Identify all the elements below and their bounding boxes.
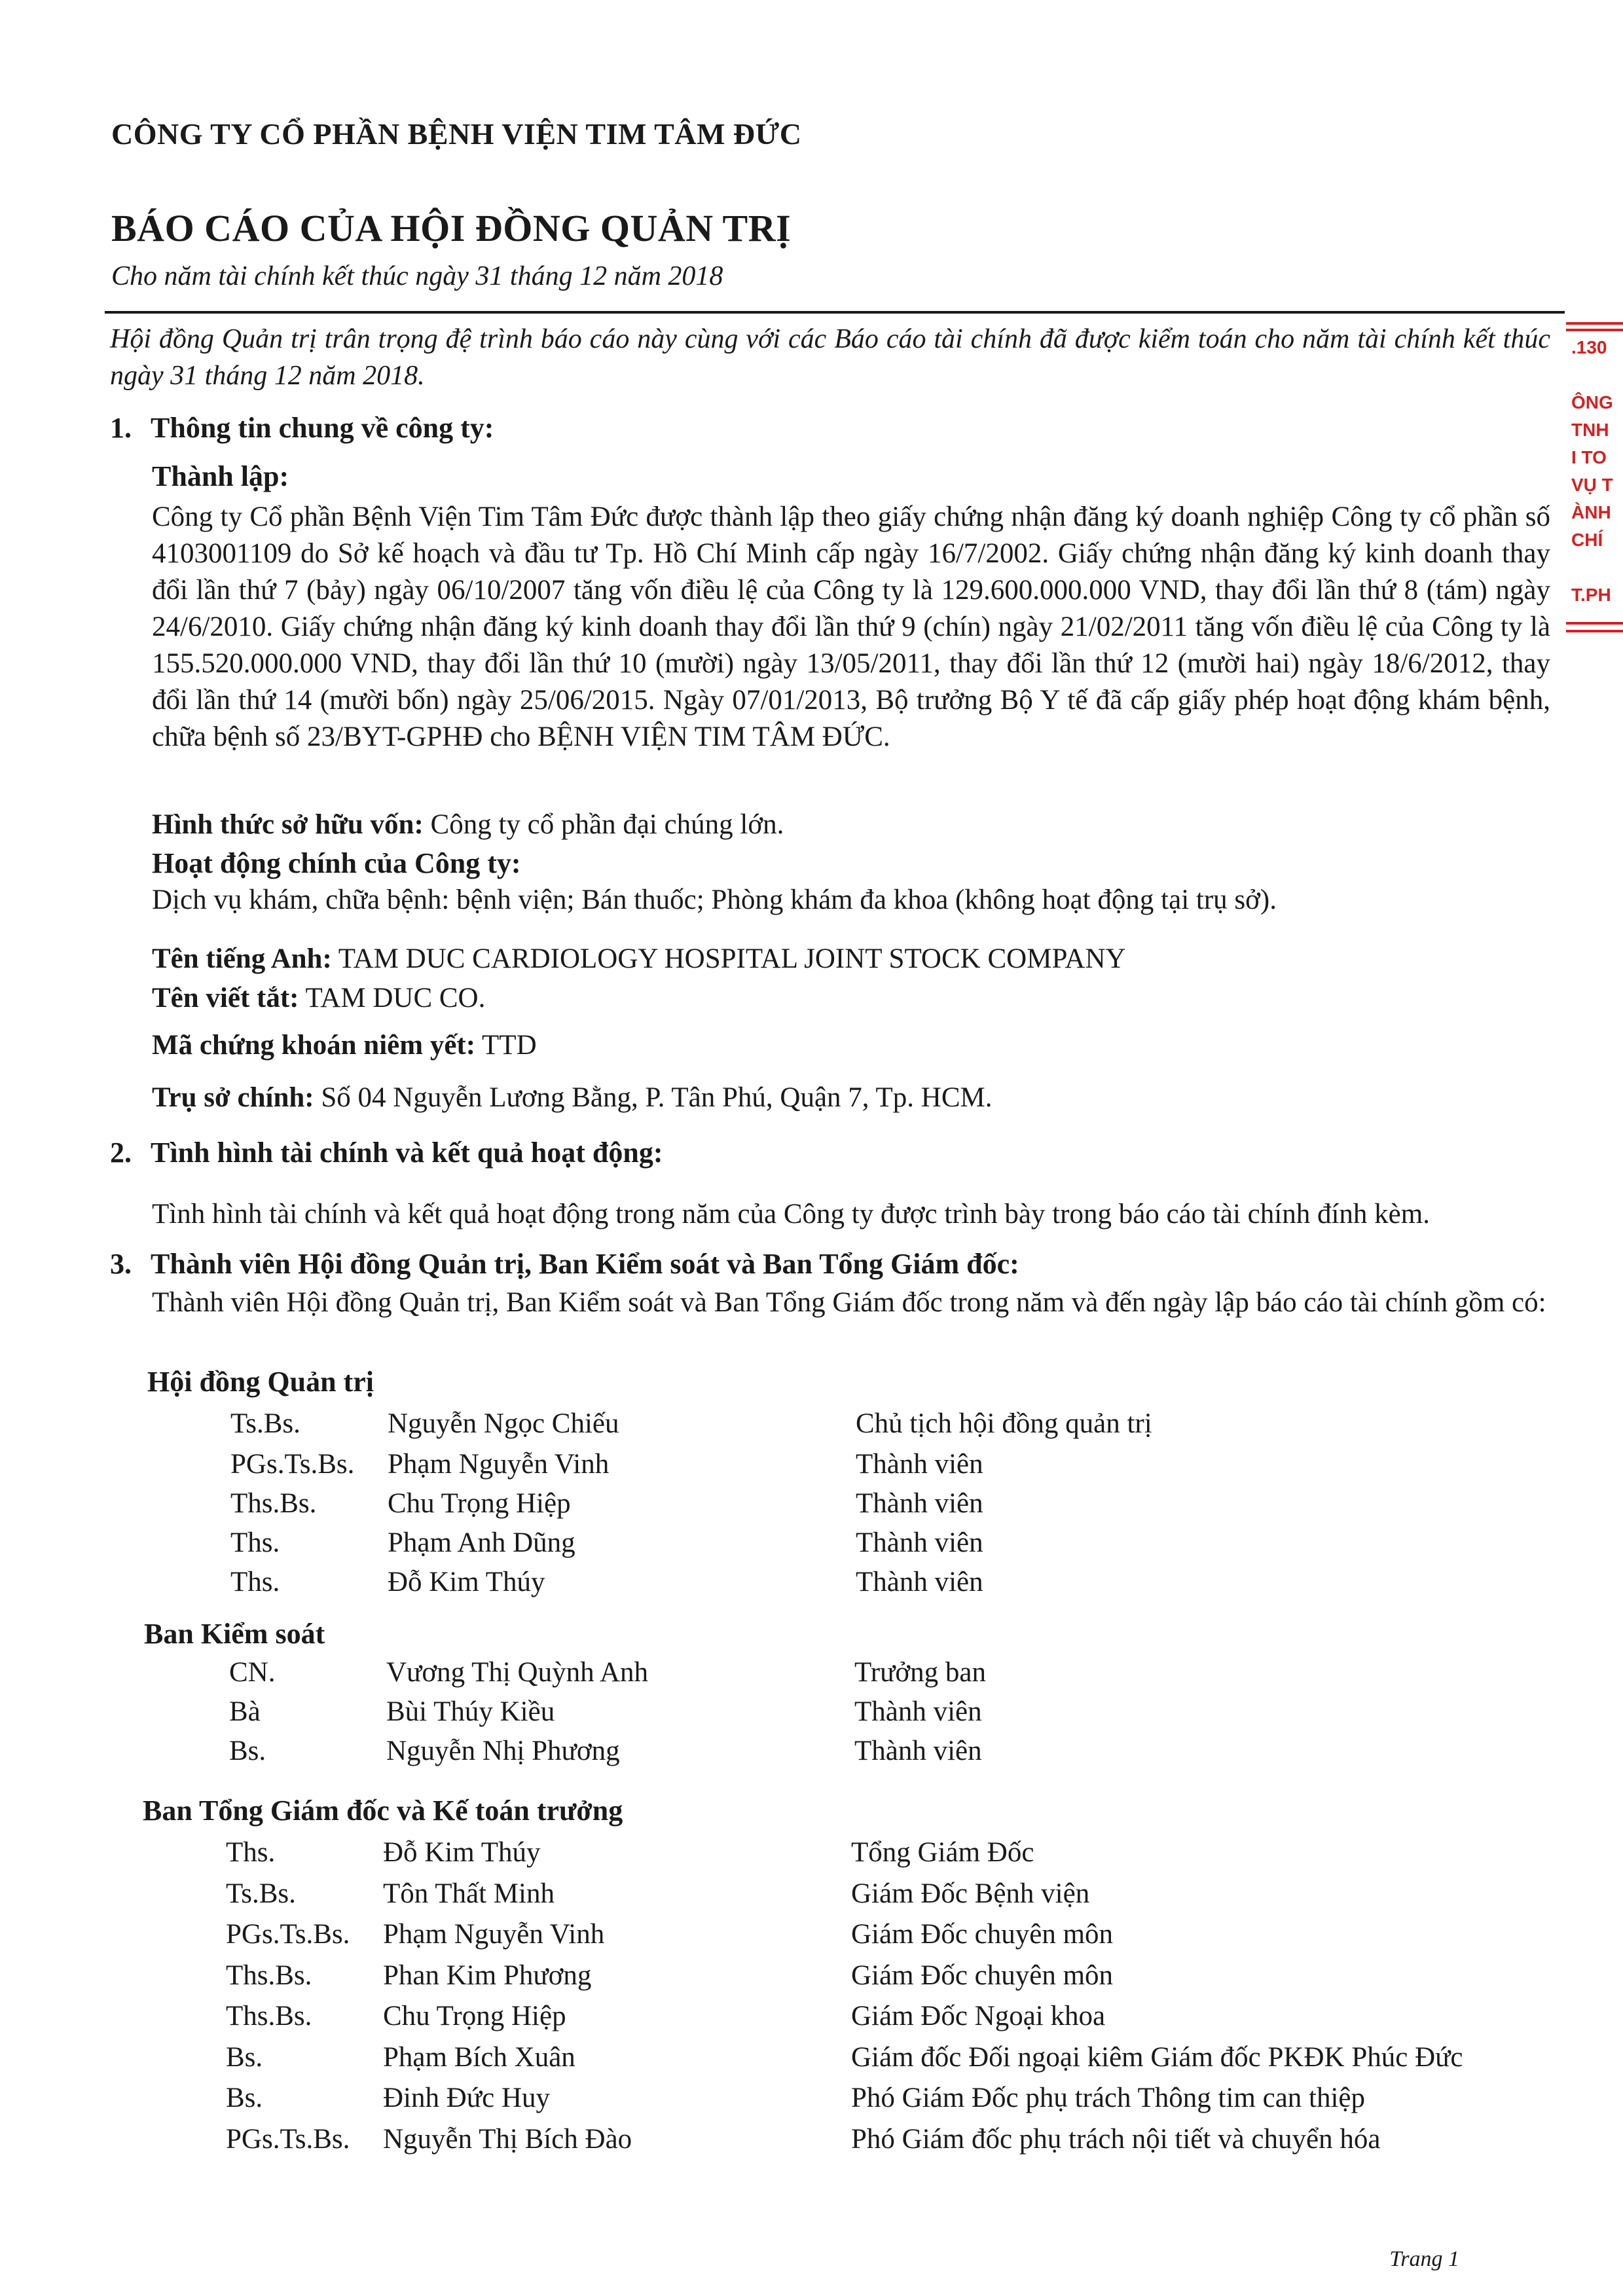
stamp-text: .130 ÔNG TNH I TO VỤ T ÀNH CHÍ T.PH (1571, 337, 1613, 605)
member-name: Vương Thị Quỳnh Anh (386, 1657, 649, 1688)
ticker-line: Mã chứng khoán niêm yết: TTD (152, 1030, 537, 1061)
member-role: Thành viên (854, 1696, 982, 1727)
member-title: Ths. (226, 1837, 276, 1868)
member-title: PGs.Ts.Bs. (226, 1919, 350, 1950)
member-title: Ths.Bs. (230, 1488, 317, 1519)
report-subtitle: Cho năm tài chính kết thúc ngày 31 tháng 12 năm 2018 (111, 261, 723, 291)
member-row (226, 1918, 1503, 1958)
member-name: Chu Trọng Hiệp (383, 2001, 566, 2032)
english-name-line: Tên tiếng Anh: TAM DUC CARDIOLOGY HOSPITAL JOINT STOCK COMPANY (152, 943, 1126, 974)
member-row (226, 2123, 1503, 2162)
activities-value: Dịch vụ khám, chữa bệnh: bệnh viện; Bán thuốc; Phòng khám đa khoa (không hoạt động tại trụ sở). (152, 884, 1277, 915)
member-row (229, 1656, 1506, 1696)
member-title: Ths. (230, 1567, 280, 1597)
member-role: Thành viên (856, 1488, 983, 1519)
member-row (230, 1408, 1507, 1447)
member-name: Phạm Bích Xuân (383, 2042, 575, 2073)
member-title: Ths.Bs. (226, 2001, 312, 2032)
member-name: Đỗ Kim Thúy (383, 1837, 541, 1868)
member-role: Phó Giám đốc phụ trách nội tiết và chuyển hóa (851, 2124, 1381, 2155)
member-row (229, 1735, 1506, 1774)
member-row (230, 1566, 1507, 1605)
member-name: Bùi Thúy Kiều (386, 1696, 555, 1727)
member-title: Bs. (226, 2042, 263, 2073)
member-name: Chu Trọng Hiệp (388, 1488, 571, 1519)
member-role: Thành viên (856, 1449, 983, 1480)
member-name: Phan Kim Phương (383, 1960, 592, 1991)
headquarters-line: Trụ sở chính: Số 04 Nguyễn Lương Bằng, P. Tân Phú, Quận 7, Tp. HCM. (152, 1082, 993, 1113)
member-name: Tôn Thất Minh (383, 1878, 555, 1909)
member-role: Thành viên (856, 1567, 983, 1597)
member-row (230, 1487, 1507, 1527)
short-name-line: Tên viết tắt: TAM DUC CO. (152, 983, 486, 1013)
member-name: Nguyễn Thị Bích Đào (383, 2124, 632, 2155)
header-divider (105, 311, 1565, 314)
member-role: Thành viên (856, 1527, 983, 1558)
member-name: Nguyễn Ngọc Chiếu (388, 1408, 619, 1439)
member-title: Ts.Bs. (230, 1408, 301, 1439)
founding-paragraph: Công ty Cổ phần Bệnh Viện Tim Tâm Đức được thành lập theo giấy chứng nhận đăng ký doanh nghiệp Công ty cổ phần số 4103001109 do Sở kế hoạch và đầu tư Tp. Hồ Chí Minh cấp ngày 16/7/2002. Giấy chứng nhận đăng ký kinh doanh thay đổi lần thứ 7 (bảy) ngày 06/10/2007 tăng vốn điều lệ của Công ty là 129.600.000.000 VND, thay đổi lần thứ 8 (tám) ngày 24/6/2010. Giấy chứng nhận đăng ký kinh doanh thay đổi lần thứ 9 (chín) ngày 21/02/2011 tăng vốn điều lệ của Công ty là 155.520.000.000 VND, thay đổi lần thứ 10 (mười) ngày 13/05/2011, thay đổi lần thứ 12 (mười hai) ngày 18/6/2012, thay đổi lần thứ 14 (mười bốn) ngày 25/06/2015. Ngày 07/01/2013, Bộ trưởng Bộ Y tế đã cấp giấy phép hoạt động khám bệnh, chữa bệnh số 23/BYT-GPHĐ cho BỆNH VIỆN TIM TÂM ĐỨC. (152, 501, 1550, 752)
member-title: CN. (229, 1657, 276, 1688)
page-number: Trang 1 (1389, 2247, 1459, 2271)
member-role: Phó Giám Đốc phụ trách Thông tim can thiệp (851, 2083, 1366, 2113)
member-role: Giám Đốc Bệnh viện (851, 1878, 1090, 1909)
intro-paragraph: Hội đồng Quản trị trân trọng đệ trình báo cáo này cùng với các Báo cáo tài chính đã được kiểm toán cho năm tài chính kết thúc ngày 31 tháng 12 năm 2018. (110, 324, 1550, 391)
member-role: Thành viên (854, 1736, 982, 1766)
member-name: Phạm Nguyễn Vinh (388, 1449, 610, 1480)
member-row (230, 1527, 1507, 1566)
member-row (226, 2000, 1503, 2039)
member-row (229, 1696, 1506, 1735)
member-row (226, 1959, 1503, 1999)
management-heading: Ban Tổng Giám đốc và Kế toán trưởng (143, 1795, 623, 1827)
member-title: Bà (229, 1696, 261, 1727)
ownership-line: Hình thức sở hữu vốn: Công ty cổ phần đại chúng lớn. (152, 809, 784, 840)
company-name: CÔNG TY CỔ PHẦN BỆNH VIỆN TIM TÂM ĐỨC (111, 117, 802, 151)
member-title: Bs. (226, 2083, 263, 2113)
member-role: Giám đốc Đối ngoại kiêm Giám đốc PKĐK Phúc Đức (851, 2042, 1463, 2073)
member-row (226, 2041, 1503, 2081)
member-role: Giám Đốc Ngoại khoa (851, 2001, 1106, 2032)
member-row (226, 1836, 1503, 1876)
member-role: Giám Đốc chuyên môn (851, 1960, 1114, 1991)
section-3-text: Thành viên Hội đồng Quản trị, Ban Kiểm soát và Ban Tổng Giám đốc trong năm và đến ngày lập báo cáo tài chính gồm có: (152, 1287, 1546, 1318)
member-role: Tổng Giám Đốc (851, 1837, 1034, 1868)
member-title: Ts.Bs. (226, 1878, 296, 1909)
member-row (226, 2082, 1503, 2121)
member-title: Ths. (230, 1527, 280, 1558)
member-name: Nguyễn Nhị Phương (386, 1736, 620, 1766)
member-role: Chủ tịch hội đồng quản trị (856, 1408, 1152, 1439)
red-company-stamp (1566, 314, 1623, 668)
member-title: Bs. (229, 1736, 266, 1766)
member-row (226, 1878, 1503, 1917)
member-name: Phạm Anh Dũng (388, 1527, 575, 1558)
founding-label: Thành lập: (152, 460, 289, 492)
member-name: Đỗ Kim Thúy (388, 1567, 545, 1597)
member-title: PGs.Ts.Bs. (226, 2124, 350, 2155)
member-title: PGs.Ts.Bs. (230, 1449, 355, 1480)
member-row (230, 1448, 1507, 1487)
activities-label: Hoạt động chính của Công ty: (152, 847, 521, 879)
report-title: BÁO CÁO CỦA HỘI ĐỒNG QUẢN TRỊ (111, 207, 792, 249)
member-role: Giám Đốc chuyên môn (851, 1919, 1114, 1950)
member-name: Đinh Đức Huy (383, 2083, 550, 2113)
member-role: Trưởng ban (854, 1657, 986, 1688)
member-title: Ths.Bs. (226, 1960, 312, 1991)
member-name: Phạm Nguyễn Vinh (383, 1919, 605, 1950)
section-2-text: Tình hình tài chính và kết quả hoạt động trong năm của Công ty được trình bày trong báo cáo tài chính đính kèm. (152, 1199, 1430, 1230)
supervisory-heading: Ban Kiểm soát (144, 1618, 325, 1650)
board-heading: Hội đồng Quản trị (147, 1366, 374, 1398)
